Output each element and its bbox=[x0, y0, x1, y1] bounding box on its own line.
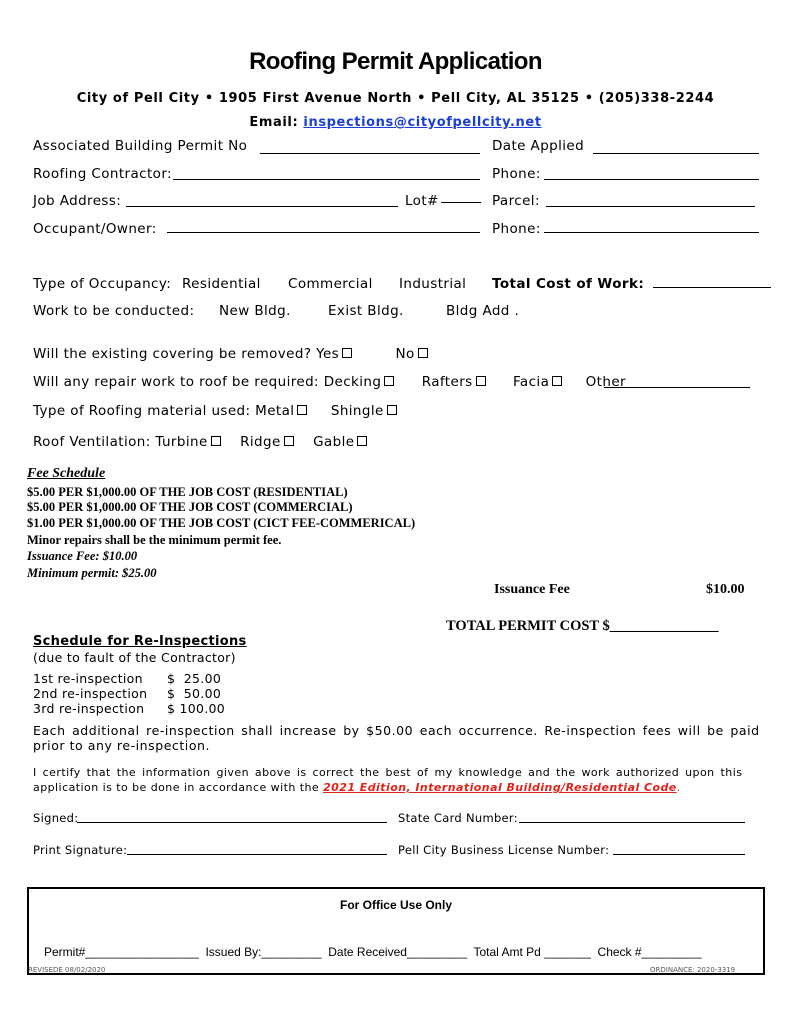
city-address: City of Pell City • 1905 First Avenue North • Pell City, AL 35125 • (205)338-2244 bbox=[76, 91, 715, 106]
print-signature-label: Print Signature: bbox=[33, 843, 128, 857]
phone2-label: Phone: bbox=[492, 221, 541, 237]
ridge-checkbox[interactable] bbox=[284, 436, 294, 446]
job-address-label: Job Address: bbox=[33, 193, 122, 209]
other-label: Other bbox=[585, 374, 626, 390]
office-use-fields[interactable]: Permit#_________________ Issued By:_________ Date Received_________ Total Amt Pd _______ Check #_________ bbox=[44, 945, 702, 959]
total-cost-label: Total Cost of Work: bbox=[492, 276, 645, 292]
minimum-note: Minimum permit: $25.00 bbox=[27, 566, 157, 580]
lot-label: Lot# bbox=[405, 193, 439, 209]
total-cost-field[interactable] bbox=[653, 287, 771, 288]
phone1-field[interactable] bbox=[544, 179, 759, 180]
lot-field[interactable] bbox=[441, 202, 481, 203]
repair-question bbox=[33, 374, 626, 390]
total-permit-cost: TOTAL PERMIT COST $_______________ bbox=[446, 618, 719, 634]
rafters-label: Rafters bbox=[421, 374, 473, 390]
parcel-field[interactable] bbox=[546, 206, 755, 207]
reinspection-heading: Schedule for Re-Inspections bbox=[33, 634, 247, 649]
business-license-label: Pell City Business License Number: bbox=[398, 843, 610, 857]
phone1-label: Phone: bbox=[492, 166, 541, 182]
fee-schedule-heading: Fee Schedule bbox=[27, 466, 106, 481]
facia-label: Facia bbox=[513, 374, 550, 390]
material-question bbox=[33, 403, 397, 419]
decking-checkbox[interactable] bbox=[384, 376, 394, 386]
gable-label: Gable bbox=[313, 434, 355, 450]
other-field[interactable] bbox=[604, 387, 750, 388]
fee-line: $5.00 PER $1,000.00 OF THE JOB COST (RESIDENTIAL) bbox=[27, 485, 348, 499]
reinspection-label: 2nd re-inspection bbox=[33, 686, 148, 701]
reinspection-note: Each additional re-inspection shall increase by $50.00 each occurrence. Re-inspection fees will be paid bbox=[33, 723, 760, 738]
office-use-title: For Office Use Only bbox=[339, 898, 453, 912]
occupancy-industrial[interactable]: Industrial bbox=[399, 276, 467, 292]
issuance-fee-value: $10.00 bbox=[706, 582, 745, 597]
reinspection-amount: $ 100.00 bbox=[167, 701, 226, 716]
work-bldg-add[interactable]: Bldg Add . bbox=[446, 303, 520, 319]
state-card-label: State Card Number: bbox=[398, 811, 518, 825]
ridge-label: Ridge bbox=[240, 434, 281, 450]
building-code: 2021 Edition, International Building/Residential Code bbox=[323, 781, 677, 794]
shingle-label: Shingle bbox=[330, 403, 384, 419]
job-address-field[interactable] bbox=[126, 206, 398, 207]
yes-checkbox[interactable] bbox=[342, 348, 352, 358]
fee-line: Minor repairs shall be the minimum permit fee. bbox=[27, 533, 282, 547]
no-checkbox[interactable] bbox=[418, 348, 428, 358]
turbine-checkbox[interactable] bbox=[211, 436, 221, 446]
reinspection-label: 3rd re-inspection bbox=[33, 701, 145, 716]
email-line bbox=[0, 115, 791, 130]
decking-label: Decking bbox=[323, 374, 382, 390]
gable-checkbox[interactable] bbox=[357, 436, 367, 446]
occupancy-residential[interactable]: Residential bbox=[182, 276, 261, 292]
issuance-fee-label: Issuance Fee bbox=[494, 582, 570, 597]
ventilation-label: Roof Ventilation: bbox=[33, 434, 151, 450]
phone2-field[interactable] bbox=[544, 232, 759, 233]
parcel-label: Parcel: bbox=[492, 193, 540, 209]
date-applied-label: Date Applied bbox=[492, 138, 585, 154]
certify-text-end: . bbox=[676, 781, 681, 794]
email-label: Email: bbox=[249, 115, 299, 130]
business-license-field[interactable] bbox=[613, 854, 745, 855]
print-signature-field[interactable] bbox=[127, 854, 387, 855]
shingle-checkbox[interactable] bbox=[387, 405, 397, 415]
ventilation-question bbox=[33, 434, 367, 450]
email-link[interactable]: inspections@cityofpellcity.net bbox=[303, 115, 542, 130]
reinspection-label: 1st re-inspection bbox=[33, 671, 143, 686]
metal-checkbox[interactable] bbox=[297, 405, 307, 415]
issuance-note: Issuance Fee: $10.00 bbox=[27, 549, 138, 563]
turbine-label: Turbine bbox=[155, 434, 208, 450]
covering-removed-label: Will the existing covering be removed? bbox=[33, 346, 312, 362]
work-new-bldg[interactable]: New Bldg. bbox=[219, 303, 291, 319]
page-title: Roofing Permit Application bbox=[249, 48, 542, 75]
no-label: No bbox=[395, 346, 415, 362]
contractor-field[interactable] bbox=[173, 179, 480, 180]
certify-text: I certify that the information given above is correct the best of my knowledge and the work authorized upon this bbox=[33, 766, 743, 779]
repair-label: Will any repair work to roof be required: bbox=[33, 374, 319, 390]
signed-label: Signed: bbox=[33, 811, 79, 825]
occupancy-commercial[interactable]: Commercial bbox=[288, 276, 373, 292]
material-label: Type of Roofing material used: bbox=[33, 403, 251, 419]
covering-removed-question bbox=[33, 346, 428, 362]
ordinance-number: ORDINANCE: 2020-3319 bbox=[650, 966, 736, 974]
reinspection-amount: $ 50.00 bbox=[167, 686, 222, 701]
reinspection-note-cont: prior to any re-inspection. bbox=[33, 738, 211, 753]
reinspection-subheading: (due to fault of the Contractor) bbox=[33, 650, 236, 665]
revised-date: REVISEDE 08/02/2020 bbox=[28, 966, 106, 974]
yes-label: Yes bbox=[316, 346, 340, 362]
date-applied-field[interactable] bbox=[593, 153, 759, 154]
occupant-field[interactable] bbox=[167, 232, 480, 233]
fee-line: $5.00 PER $1,000.00 OF THE JOB COST (COMMERCIAL) bbox=[27, 500, 353, 514]
occupancy-label: Type of Occupancy: bbox=[33, 276, 172, 292]
rafters-checkbox[interactable] bbox=[476, 376, 486, 386]
facia-checkbox[interactable] bbox=[552, 376, 562, 386]
work-label: Work to be conducted: bbox=[33, 303, 195, 319]
state-card-field[interactable] bbox=[519, 822, 745, 823]
signed-field[interactable] bbox=[77, 822, 387, 823]
metal-label: Metal bbox=[255, 403, 295, 419]
reinspection-amount: $ 25.00 bbox=[167, 671, 222, 686]
assoc-permit-field[interactable] bbox=[260, 153, 480, 154]
certify-text-start: application is to be done in accordance with the bbox=[33, 781, 324, 794]
assoc-permit-label: Associated Building Permit No bbox=[33, 138, 248, 154]
occupant-label: Occupant/Owner: bbox=[33, 221, 157, 237]
work-exist-bldg[interactable]: Exist Bldg. bbox=[328, 303, 404, 319]
contractor-label: Roofing Contractor: bbox=[33, 166, 173, 182]
fee-line: $1.00 PER $1,000.00 OF THE JOB COST (CICT FEE-COMMERICAL) bbox=[27, 516, 416, 530]
certify-text-cont bbox=[33, 781, 681, 794]
